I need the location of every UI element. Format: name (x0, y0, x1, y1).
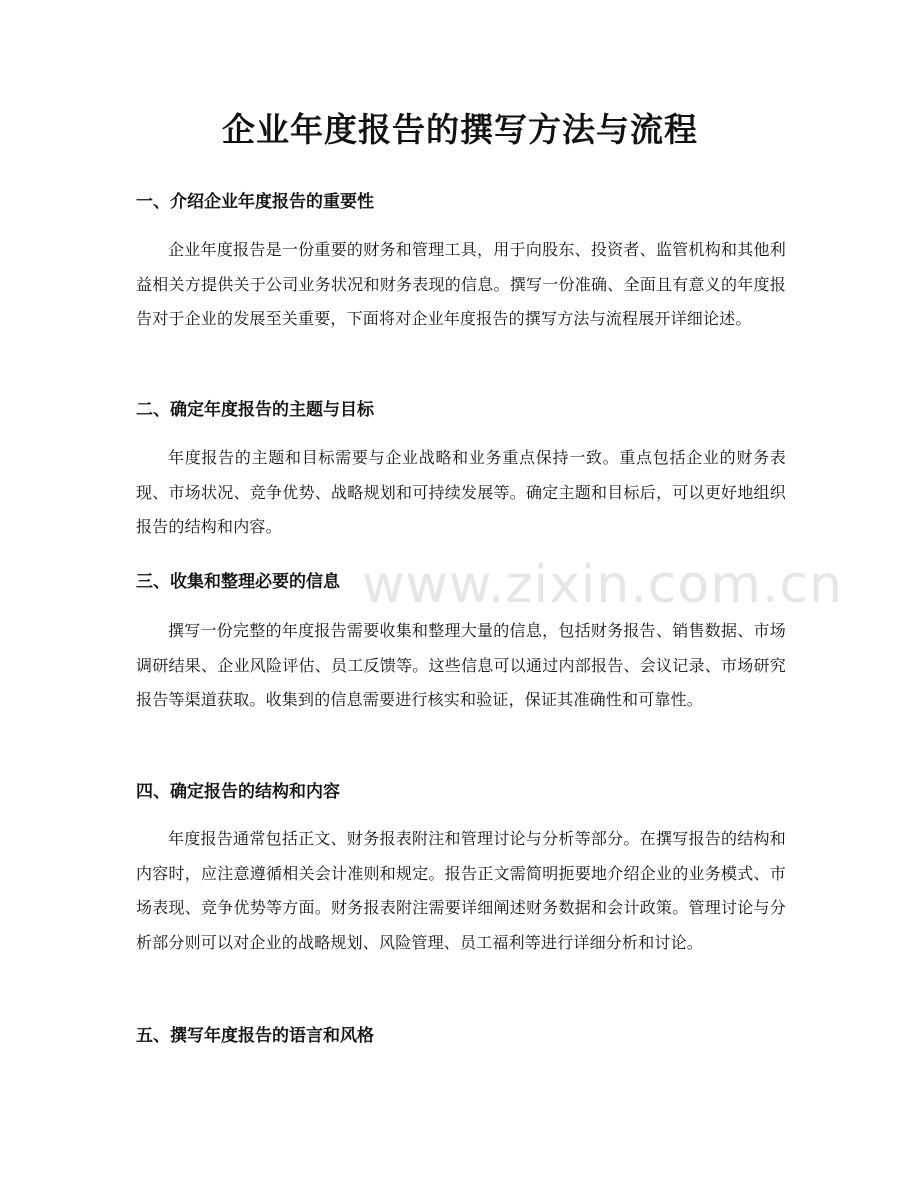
section-3-heading: 三、收集和整理必要的信息 (136, 572, 340, 592)
section-5-heading: 五、撰写年度报告的语言和风格 (136, 1026, 374, 1046)
watermark: www.zixin.com.cn (362, 555, 843, 615)
section-2-paragraph: 年度报告的主题和目标需要与企业战略和业务重点保持一致。重点包括企业的财务表现、市场状况、竞争优势、战略规划和可持续发展等。确定主题和目标后，可以更好地组织报告的结构和内容。 (136, 448, 786, 536)
document-title: 企业年度报告的撰写方法与流程 (222, 110, 698, 149)
section-4-paragraph: 年度报告通常包括正文、财务报表附注和管理讨论与分析等部分。在撰写报告的结构和内容时，应注意遵循相关会计准则和规定。报告正文需简明扼要地介绍企业的业务模式、市场表现、竞争优势等方面。财务报表附注需要详细阐述财务数据和会计政策。管理讨论与分析部分则可以对企业的战略规划、风险管理、员工福利等进行详细分析和讨论。 (136, 829, 786, 952)
section-3-paragraph: 撰写一份完整的年度报告需要收集和整理大量的信息，包括财务报告、销售数据、市场调研结果、企业风险评估、员工反馈等。这些信息可以通过内部报告、会议记录、市场研究报告等渠道获取。收集到的信息需要进行核实和验证，保证其准确性和可靠性。 (136, 621, 786, 709)
section-2-heading: 二、确定年度报告的主题与目标 (136, 400, 374, 420)
section-1-heading: 一、介绍企业年度报告的重要性 (136, 192, 374, 212)
section-4-heading: 四、确定报告的结构和内容 (136, 782, 340, 802)
section-1-paragraph: 企业年度报告是一份重要的财务和管理工具，用于向股东、投资者、监管机构和其他利益相关方提供关于公司业务状况和财务表现的信息。撰写一份准确、全面且有意义的年度报告对于企业的发展至关重要，下面将对企业年度报告的撰写方法与流程展开详细论述。 (136, 240, 786, 328)
